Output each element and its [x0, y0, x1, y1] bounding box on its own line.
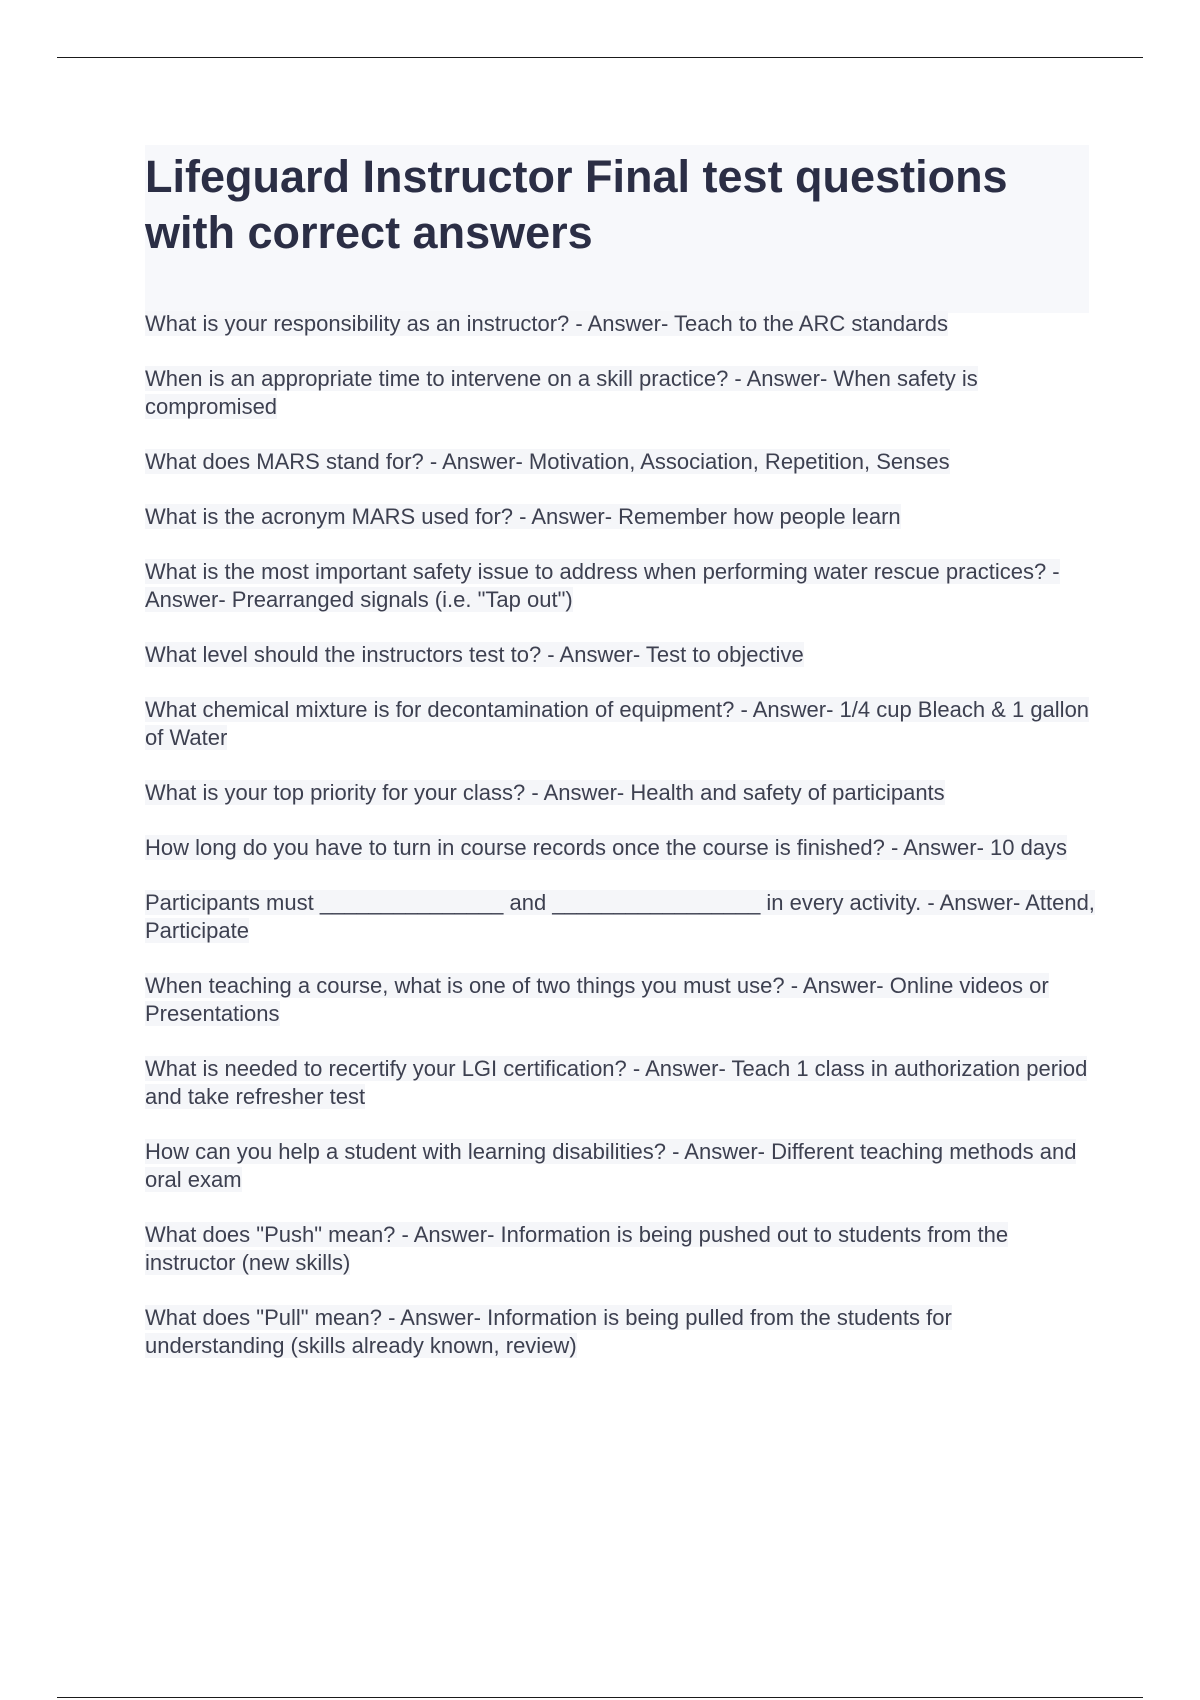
qa-item: [145, 834, 1095, 862]
qa-item: [145, 1138, 1095, 1194]
qa-item: [145, 696, 1095, 752]
qa-text: What chemical mixture is for decontamination of equipment? - Answer- 1/4 cup Bleach & 1 gallon of Water: [145, 697, 1090, 750]
qa-text: What is your responsibility as an instructor? - Answer- Teach to the ARC standards: [145, 311, 948, 336]
title-block: [145, 145, 1089, 313]
qa-text: What does "Push" mean? - Answer- Information is being pushed out to students from the instructor (new skills): [145, 1222, 1009, 1275]
qa-item: [145, 972, 1095, 1028]
qa-item: [145, 503, 1095, 531]
qa-item: [145, 365, 1095, 421]
qa-item: [145, 310, 1095, 338]
qa-text: What does MARS stand for? - Answer- Motivation, Association, Repetition, Senses: [145, 449, 950, 474]
qa-item: [145, 1055, 1095, 1111]
qa-item: [145, 889, 1095, 945]
qa-text: What does "Pull" mean? - Answer- Information is being pulled from the students for understanding (skills already known, review): [145, 1305, 952, 1358]
qa-item: [145, 448, 1095, 476]
qa-text: When is an appropriate time to intervene on a skill practice? - Answer- When safety is compromised: [145, 366, 978, 419]
qa-text: What is your top priority for your class? - Answer- Health and safety of participants: [145, 780, 945, 805]
qa-text: What is the most important safety issue to address when performing water rescue practices? - Answer- Prearranged signals (i.e. "Tap out"): [145, 559, 1060, 612]
qa-text: Participants must _______________ and _________________ in every activity. - Answer- Attend, Participate: [145, 890, 1095, 943]
qa-item: [145, 558, 1095, 614]
qa-text: What level should the instructors test to? - Answer- Test to objective: [145, 642, 804, 667]
qa-item: [145, 779, 1095, 807]
qa-text: How long do you have to turn in course records once the course is finished? - Answer- 10 days: [145, 835, 1068, 860]
qa-item: [145, 641, 1095, 669]
qa-text: When teaching a course, what is one of two things you must use? - Answer- Online videos or Presentations: [145, 973, 1049, 1026]
bottom-rule: [57, 1697, 1143, 1698]
qa-text: What is the acronym MARS used for? - Answer- Remember how people learn: [145, 504, 901, 529]
top-rule: [57, 57, 1143, 58]
qa-text: How can you help a student with learning disabilities? - Answer- Different teaching methods and oral exam: [145, 1139, 1077, 1192]
qa-text: What is needed to recertify your LGI certification? - Answer- Teach 1 class in authorization period and take refresher test: [145, 1056, 1088, 1109]
qa-item: [145, 1304, 1095, 1360]
document-title: Lifeguard Instructor Final test questions with correct answers: [145, 151, 1008, 258]
qa-item: [145, 1221, 1095, 1277]
qa-list: [145, 310, 1095, 1387]
